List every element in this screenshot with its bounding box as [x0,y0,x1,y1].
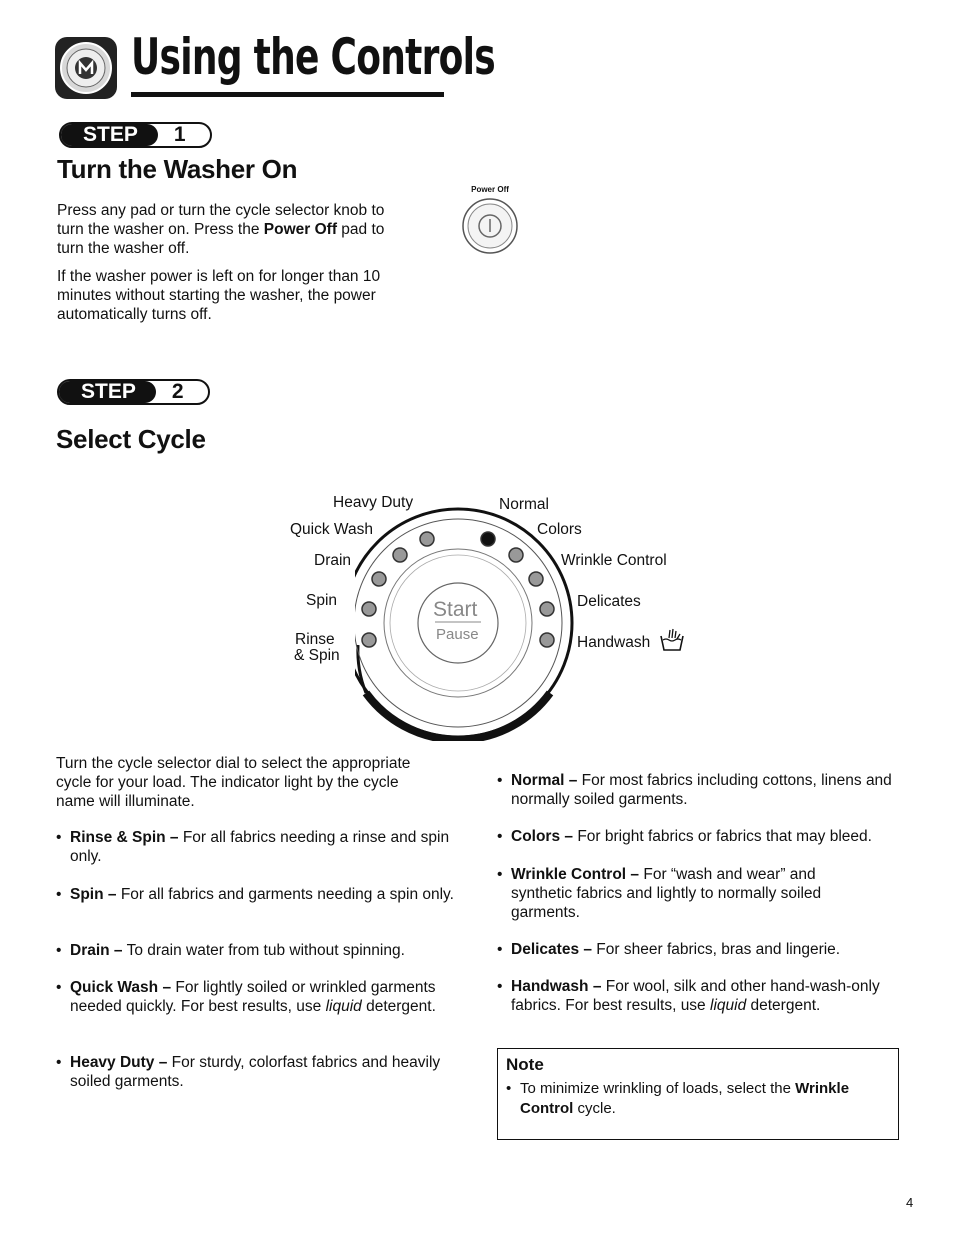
dial-label-colors: Colors [537,521,582,538]
note-text: • To minimize wrinkling of loads, select the Wrinkle Control cycle. [506,1079,900,1119]
page-title: Using the Controls [131,28,496,86]
step-2-heading: Select Cycle [56,424,206,454]
note-box [497,1048,899,1140]
list-item-normal: • Normal – For most fabrics including cottons, linens and normally soiled garments. [497,772,911,810]
step-1-heading: Turn the Washer On [57,154,298,184]
note-title: Note [506,1055,544,1074]
pause-label[interactable]: Pause [436,626,479,643]
dial-label-drain: Drain [314,552,352,569]
list-item-quick-wash: • Quick Wash – For lightly soiled or wrinkled garments needed quickly. For best results, use liquid detergent. [56,979,470,1017]
dial-label-delicates: Delicates [577,593,641,610]
list-item-wrinkle-control: • Wrinkle Control – For “wash and wear” and synthetic fabrics and lightly to normally soiled garments. [497,866,871,922]
step-1-paragraph-1: Press any pad or turn the cycle selector knob to turn the washer on. Press the Power Off pad to turn the washer off. [57,202,385,257]
list-item-drain: • Drain – To drain water from tub without spinning. [56,942,462,961]
list-item-rinse-spin: • Rinse & Spin – For all fabrics needing a rinse and spin only. [56,829,462,867]
step-label: STEP [59,381,156,403]
power-off-label: Power Off [471,185,509,194]
step-number: 2 [171,380,184,403]
dial-label-spin: Spin [306,592,338,609]
cycle-intro: Turn the cycle selector dial to select the appropriate cycle for your load. The indicator light by the cycle name will illuminate. [56,755,411,810]
dial-label-wrinkle-control: Wrinkle Control [561,552,667,569]
dial-logo-icon [55,37,117,99]
dial-label-quick-wash: Quick Wash [290,521,373,538]
title-underline [131,92,444,97]
dial-label-rinse: Rinse [295,631,335,648]
power-off-button[interactable] [461,197,519,260]
start-label[interactable]: Start [433,598,478,621]
step-1-badge [59,122,212,148]
dial-label-and-spin: & Spin [294,647,340,664]
list-item-heavy-duty: • Heavy Duty – For sturdy, colorfast fabrics and heavily soiled garments. [56,1054,462,1092]
list-item-delicates: • Delicates – For sheer fabrics, bras and lingerie. [497,941,911,960]
list-item-spin: • Spin – For all fabrics and garments needing a spin only. [56,886,462,905]
step-number: 1 [173,123,186,146]
dial-label-handwash: Handwash [577,634,651,651]
step-label: STEP [61,124,158,146]
step-1-paragraph-2: If the washer power is left on for longer than 10 minutes without starting the washer, the power automatically turns off. [57,268,381,323]
dial-label-heavy-duty: Heavy Duty [333,494,414,511]
page-number: 4 [906,1195,914,1210]
handwash-icon [658,628,686,657]
list-item-colors: • Colors – For bright fabrics or fabrics that may bleed. [497,828,921,847]
step-2-badge [57,379,210,405]
list-item-handwash: • Handwash – For wool, silk and other hand-wash-only fabrics. For best results, use liquid detergent. [497,978,911,1016]
dial-label-normal: Normal [499,496,549,513]
